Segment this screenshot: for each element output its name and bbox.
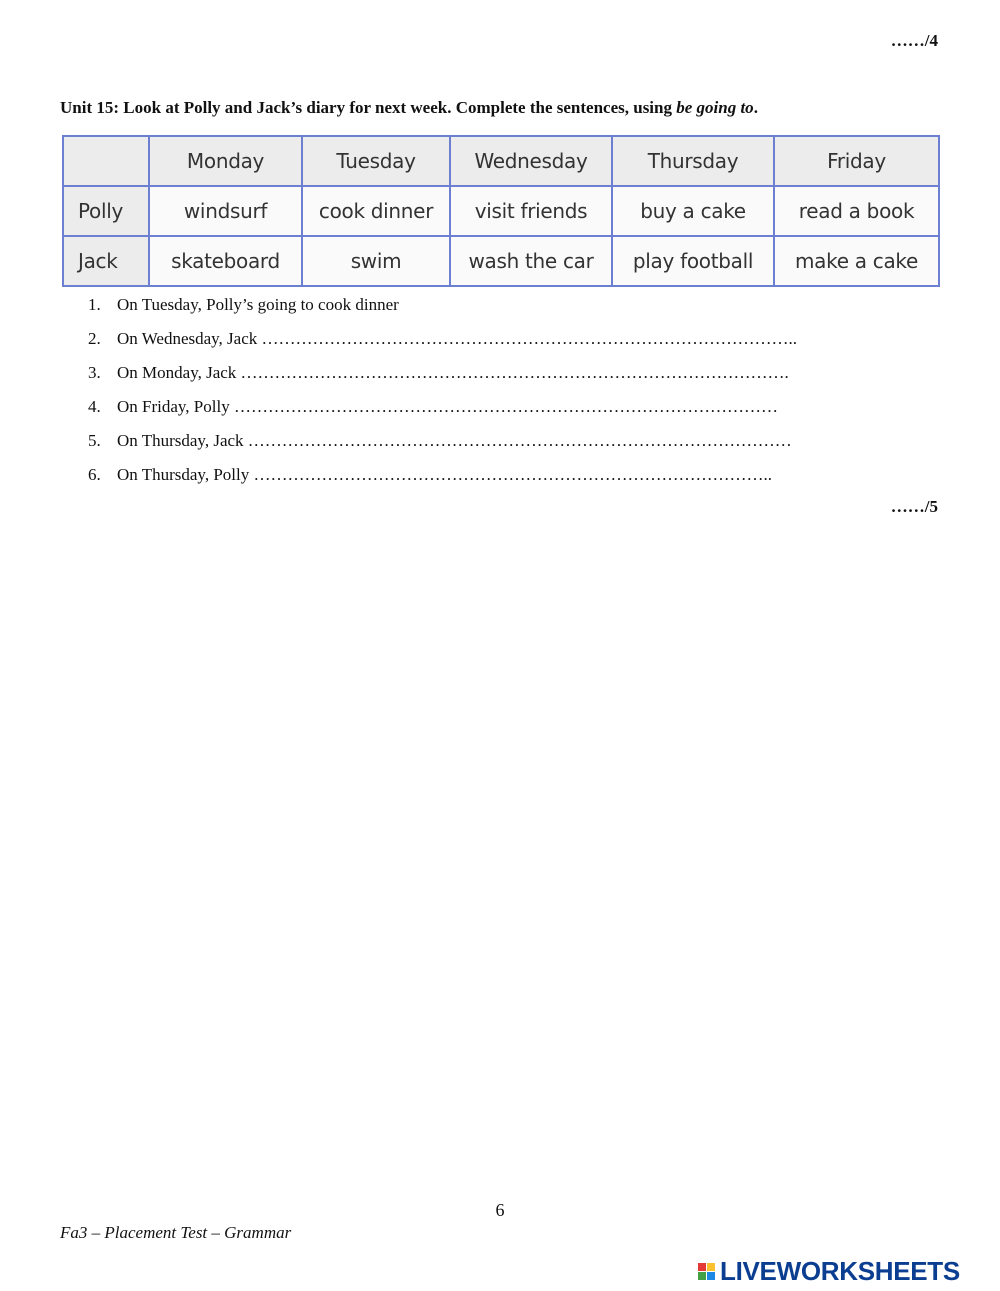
item-number: 4. [88,397,101,416]
table-cell: swim [302,236,450,286]
column-header: Friday [774,136,939,186]
answer-blank[interactable]: On Thursday, Polly ……………………………………………………………………………….. [117,465,772,484]
item-number: 1. [88,295,101,314]
table-cell: make a cake [774,236,939,286]
score-total-top: ……/4 [890,31,938,50]
table-cell: play football [612,236,774,286]
list-item[interactable] [88,430,908,464]
column-header: Monday [149,136,302,186]
table-header-row [63,136,939,186]
item-number: 3. [88,363,101,382]
score-total-bottom: ……/5 [890,497,938,516]
list-item[interactable] [88,464,908,498]
heading-text: Unit 15: Look at Polly and Jack’s diary for next week. Complete the sentences, using [60,98,677,117]
table-cell: wash the car [450,236,612,286]
row-header: Polly [63,186,149,236]
brand-name: LIVEWORKSHEETS [720,1256,960,1286]
table-cell: read a book [774,186,939,236]
heading-end: . [753,98,758,117]
column-header: Wednesday [450,136,612,186]
logo-square [707,1263,715,1271]
list-item[interactable] [88,328,908,362]
answer-blank[interactable]: On Monday, Jack ……………………………………………………………………………………. [117,363,789,382]
table-cell: cook dinner [302,186,450,236]
exercise-list [88,294,908,498]
item-number: 2. [88,329,101,348]
item-text: On Tuesday, Polly’s going to cook dinner [117,295,399,314]
brand [698,1256,960,1287]
table-cell: visit friends [450,186,612,236]
exercise-heading [60,98,940,118]
row-header: Jack [63,236,149,286]
table-row [63,236,939,286]
table-cell: windsurf [149,186,302,236]
column-header: Tuesday [302,136,450,186]
table-cell: skateboard [149,236,302,286]
item-number: 6. [88,465,101,484]
list-item[interactable] [88,396,908,430]
item-number: 5. [88,431,101,450]
logo-square [707,1272,715,1280]
logo-square [698,1272,706,1280]
diary-table [62,135,940,287]
page-number: 6 [495,1200,505,1220]
footer-text: Fa3 – Placement Test – Grammar [60,1223,292,1242]
list-item[interactable] [88,362,908,396]
table-corner-cell [63,136,149,186]
answer-blank[interactable]: On Friday, Polly …………………………………………………………………………………… [117,397,778,416]
liveworksheets-logo-icon [698,1263,715,1280]
column-header: Thursday [612,136,774,186]
list-item [88,294,908,328]
heading-emphasis: be going to [676,98,754,117]
answer-blank[interactable]: On Wednesday, Jack ………………………………………………………………………………….. [117,329,798,348]
answer-blank[interactable]: On Thursday, Jack …………………………………………………………………………………… [117,431,792,450]
logo-square [698,1263,706,1271]
table-cell: buy a cake [612,186,774,236]
table-row [63,186,939,236]
